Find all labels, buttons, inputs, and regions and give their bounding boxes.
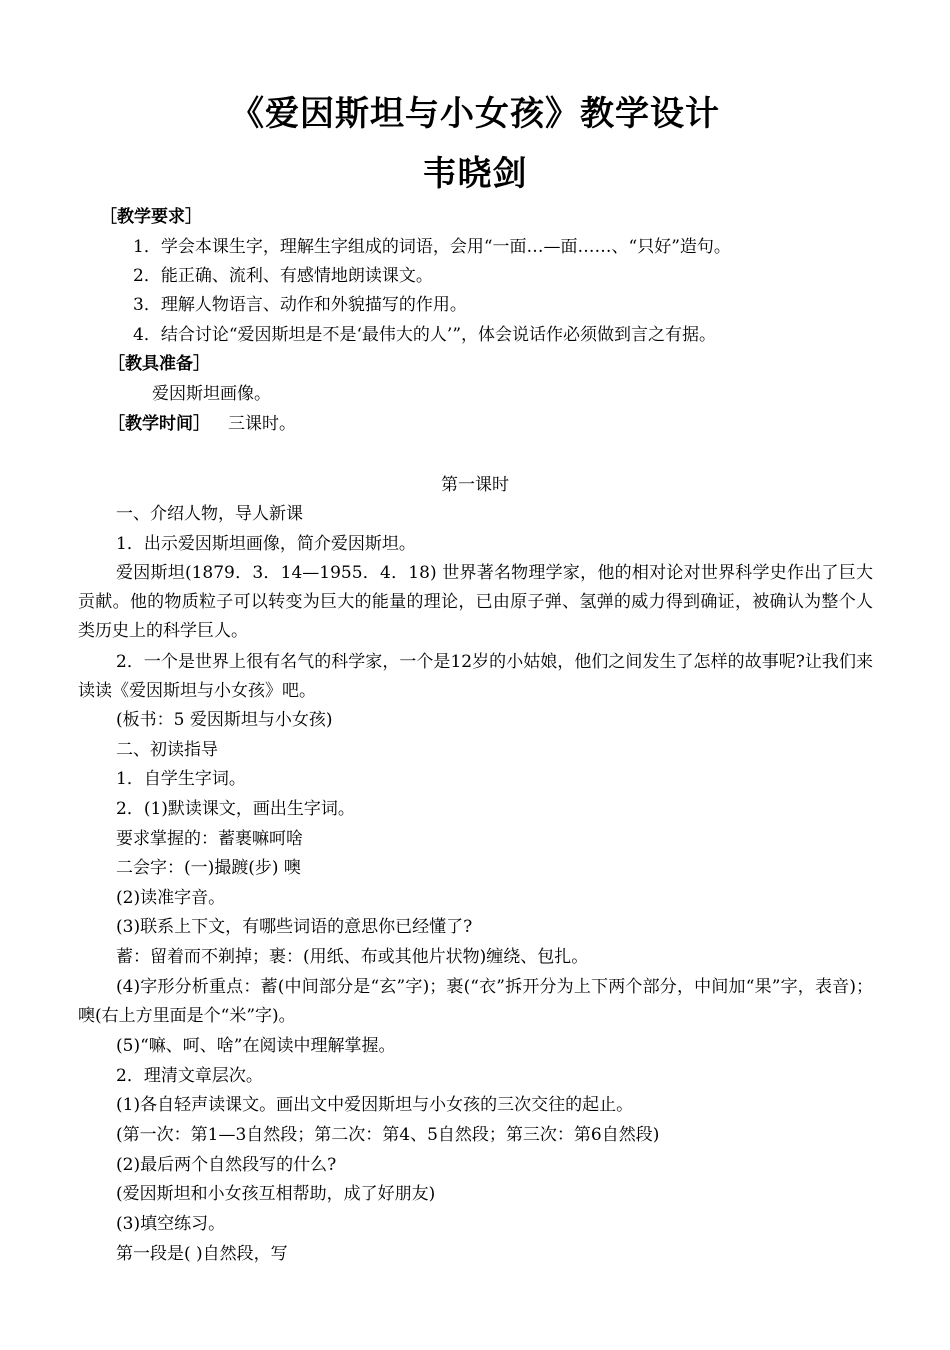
text-line: (3)联系上下文，有哪些词语的意思你已经懂了? bbox=[116, 917, 473, 937]
text-line: (第一次：第1—3自然段；第二次：第4、5自然段；第三次：第6自然段) bbox=[116, 1125, 660, 1145]
board-note: (板书：5 爱因斯坦与小女孩) bbox=[116, 710, 333, 730]
text-line: 2．理清文章层次。 bbox=[116, 1066, 263, 1086]
materials-text: 爱因斯坦画像。 bbox=[152, 384, 271, 404]
time-section bbox=[0, 410, 950, 439]
lesson-heading-line bbox=[0, 471, 950, 500]
text-line: 1．出示爱因斯坦画像，简介爱因斯坦。 bbox=[116, 534, 416, 554]
text-line: 蓄：留着而不剃掉；裹：(用纸、布或其他片状物)缠绕、包扎。 bbox=[116, 947, 589, 967]
document-title: 《爱因斯坦与小女孩》教学设计 bbox=[230, 94, 720, 134]
text-line: 二会字：(一)撮踱(步) 噢 bbox=[116, 858, 301, 878]
text-line: (爱因斯坦和小女孩互相帮助，成了好朋友) bbox=[116, 1184, 436, 1204]
materials-heading: ［教具准备］ bbox=[108, 354, 210, 374]
text-line: (2)读准字音。 bbox=[116, 888, 226, 908]
text-line: (2)最后两个自然段写的什么? bbox=[116, 1155, 337, 1175]
materials-text-line bbox=[0, 380, 950, 409]
requirement-item: 2．能正确、流利、有感情地朗读课文。 bbox=[133, 266, 433, 286]
text-line: 第一段是( )自然段，写 bbox=[116, 1244, 288, 1264]
intro-paragraph: 2．一个是世界上很有名气的科学家，一个是12岁的小姑娘，他们之间发生了怎样的故事呢?让我们来读读《爱因斯坦与小女孩》吧。 bbox=[78, 652, 873, 701]
time-text: 三课时。 bbox=[228, 414, 296, 434]
author-name: 韦晓剑 bbox=[422, 154, 528, 194]
text-line: (1)各自轻声读课文。画出文中爱因斯坦与小女孩的三次交往的起止。 bbox=[116, 1095, 634, 1115]
glyph-analysis-paragraph: (4)字形分析重点：蓄(中间部分是“玄”字)；裹(“衣”拆开分为上下两个部分，中间加“果”字，表音)；噢(右上方里面是个“米”字)。 bbox=[78, 977, 873, 1026]
section-heading: 一、介绍人物，导人新课 bbox=[116, 504, 303, 524]
lesson-heading: 第一课时 bbox=[441, 475, 509, 495]
section-heading: 二、初读指导 bbox=[116, 740, 218, 760]
materials-section bbox=[0, 350, 950, 379]
requirement-item: 3．理解人物语言、动作和外貌描写的作用。 bbox=[133, 295, 467, 315]
requirement-item: 4．结合讨论“爱因斯坦是不是‘最伟大的人’”，体会说话作必须做到言之有据。 bbox=[133, 325, 717, 345]
text-line: 1．自学生字词。 bbox=[116, 769, 246, 789]
text-line: 2．(1)默读课文，画出生字词。 bbox=[116, 799, 355, 819]
requirements-section bbox=[0, 203, 950, 232]
requirement-item: 1．学会本课生字，理解生字组成的词语，会用“一面…—面……、“只好”造句。 bbox=[133, 237, 731, 257]
requirements-heading: ［教学要求］ bbox=[100, 207, 202, 227]
time-heading: ［教学时间］ bbox=[108, 414, 210, 434]
text-line: 要求掌握的：蓄裹嘛呵啥 bbox=[116, 829, 303, 849]
bio-paragraph: 爱因斯坦(1879．3．14—1955．4．18) 世界著名物理学家，他的相对论对世界科学史作出了巨大贡献。他的物质粒子可以转变为巨大的能量的理论，已由原子弹、氢弹的威力得到确证，被确认为整个人类历史上的科学巨人。 bbox=[78, 563, 873, 641]
text-line: (5)“嘛、呵、啥”在阅读中理解掌握。 bbox=[116, 1036, 396, 1056]
text-line: (3)填空练习。 bbox=[116, 1214, 226, 1234]
